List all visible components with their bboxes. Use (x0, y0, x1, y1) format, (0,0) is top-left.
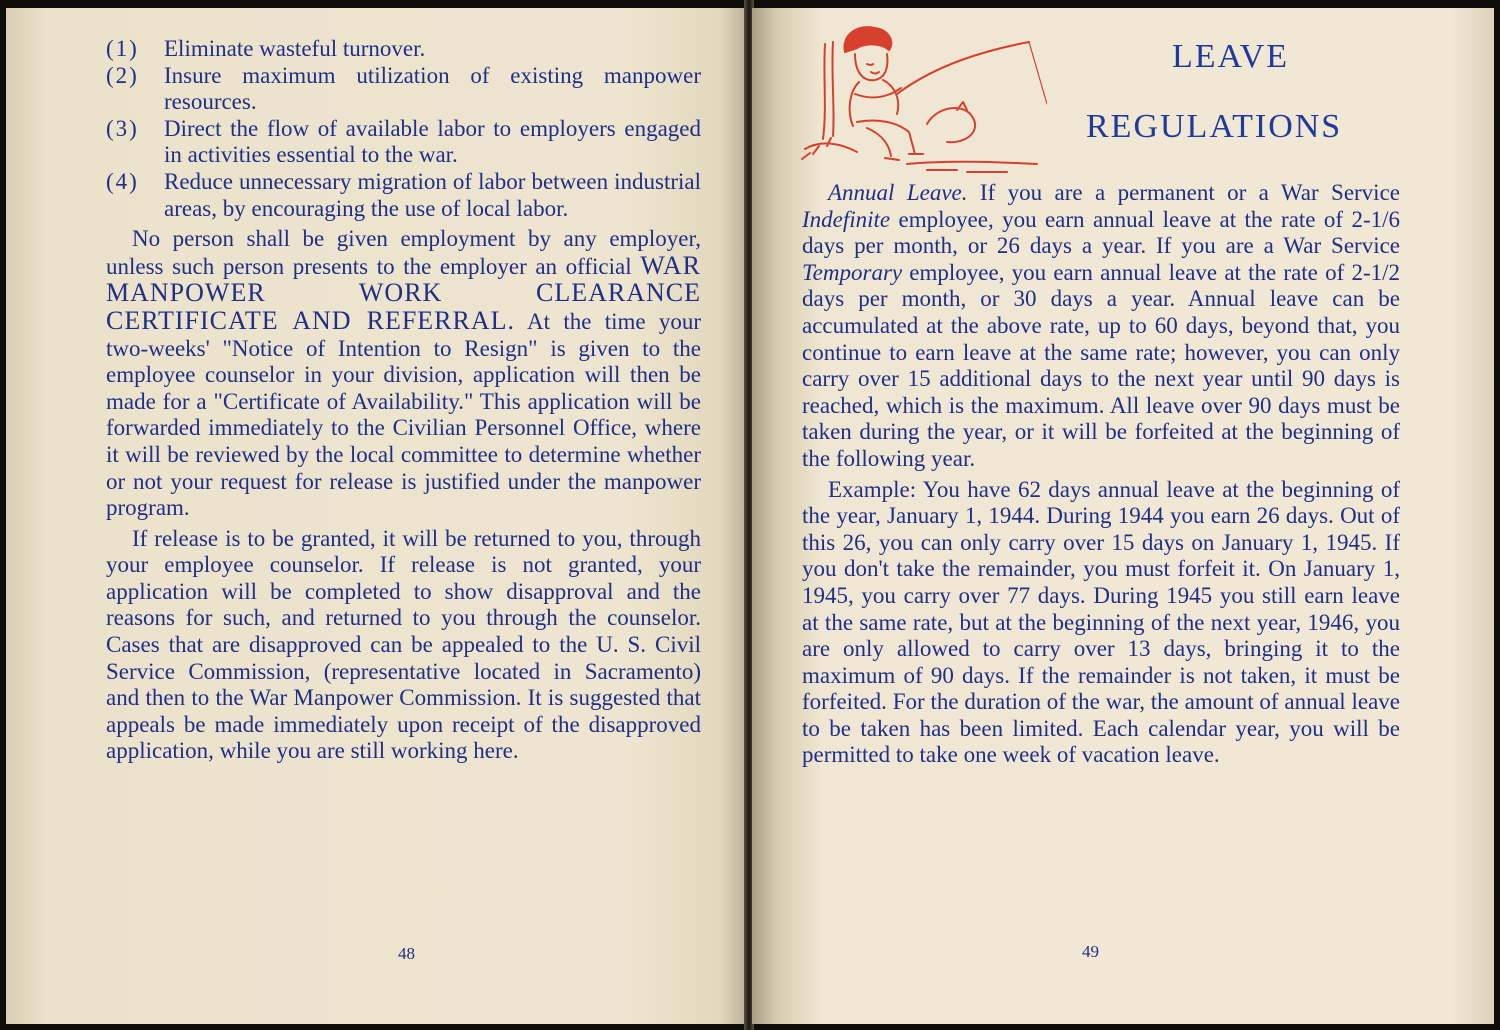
list-item (106, 36, 701, 63)
clearance-paragraph-rest: At the time your two-weeks' "Notice of Intention to Resign" is given to the employee counselor in your division, application will then be made for a "Certificate of Availability." This application will be forwarded immediately to the Civilian Personnel Office, where it will be reviewed by the local committee to determine whether or not your request for release is justified under the manpower program. (106, 308, 702, 521)
example-paragraph: Example: You have 62 days annual leave at the beginning of the year, January 1, 1944. During 1944 you earn 26 days. Out of this 26, you can only carry over 15 days on January 1, 1945. If you don't take the remainder, you must forfeit it. On January 1, 1945, you carry over 77 days. During 1945 you still earn leave at the same rate, but at the beginning of the next year, 1946, you are only allowed to carry over 13 days, bringing it to the maximum of 90 days. If the remainder is not taken, it must be forfeited. For the duration of the war, the amount of annual leave to be taken has been limited. Each calendar year, you will be permitted to take one week of vacation leave. (802, 476, 1400, 768)
list-item-text: Insure maximum utilization of existing manpower resources. (164, 62, 701, 115)
annual-leave-text-1: If you are a permanent or a War Service (967, 180, 1400, 205)
list-item-number: (3) (106, 115, 139, 141)
release-paragraph: If release is to be granted, it will be returned to you, through your employee counselor. If release is not granted, your application will be completed to show disapproval and the reasons for such, and returned to you through the counselor. Cases that are disapproved can be appealed to the U. S. Civil Service Commission, (representative located in Sacramento) and then to the War Manpower Commission. It is suggested that appeals be made immediately upon receipt of the disapproved application, while you are still working here. (106, 525, 701, 764)
list-item-text: Direct the flow of available labor to employers engaged in activities essential to the war. (164, 115, 701, 168)
right-page-body (802, 180, 1400, 769)
indefinite-term: Indefinite (802, 206, 891, 232)
list-item-number: (4) (106, 168, 139, 194)
list-item-text: Reduce unnecessary migration of labor between industrial areas, by encouraging the use of local labor. (164, 168, 701, 221)
page-number-left: 48 (398, 944, 415, 963)
temporary-term: Temporary (802, 259, 903, 285)
annual-leave-paragraph (802, 180, 1400, 473)
annual-leave-text-2: employee, you earn annual leave at the rate of 2-1/6 days per month, or 26 days a year. If you are a War Service (802, 206, 1400, 259)
list-item (106, 169, 701, 222)
list-item (106, 116, 701, 169)
list-item (106, 63, 701, 116)
page-title-line1: LEAVE (1172, 38, 1290, 75)
list-item-number: (2) (106, 62, 139, 88)
page-title-line2: REGULATIONS (1086, 108, 1343, 145)
list-item-text: Eliminate wasteful turnover. (164, 36, 426, 61)
left-page-body (106, 36, 701, 765)
clearance-paragraph-intro: No person shall be given employment by any employer, unless such person presents to the employer an official (106, 226, 701, 279)
right-page (752, 8, 1494, 1024)
fishing-boy-illustration (797, 14, 1047, 174)
clearance-certificate-caps: WAR MANPOWER WORK CLEARANCE CERTIFICATE AND REFERRAL. (106, 250, 701, 335)
left-page (6, 8, 748, 1024)
annual-leave-text-3: employee, you earn annual leave at the rate of 2-1/2 days per month, or 30 days a year. Annual leave can be accumulated at the above rate, up to 60 days, beyond that, you continue to earn leave at the same rate; however, you can only carry over 15 additional days to the next year until 90 days is reached, which is the maximum. All leave over 90 days must be taken during the year, or it will be forfeited at the beginning of the following year. (802, 259, 1400, 471)
page-number-right: 49 (1082, 942, 1099, 961)
annual-leave-label: Annual Leave. (828, 180, 968, 205)
clearance-paragraph (106, 226, 701, 522)
list-item-number: (1) (106, 36, 139, 61)
